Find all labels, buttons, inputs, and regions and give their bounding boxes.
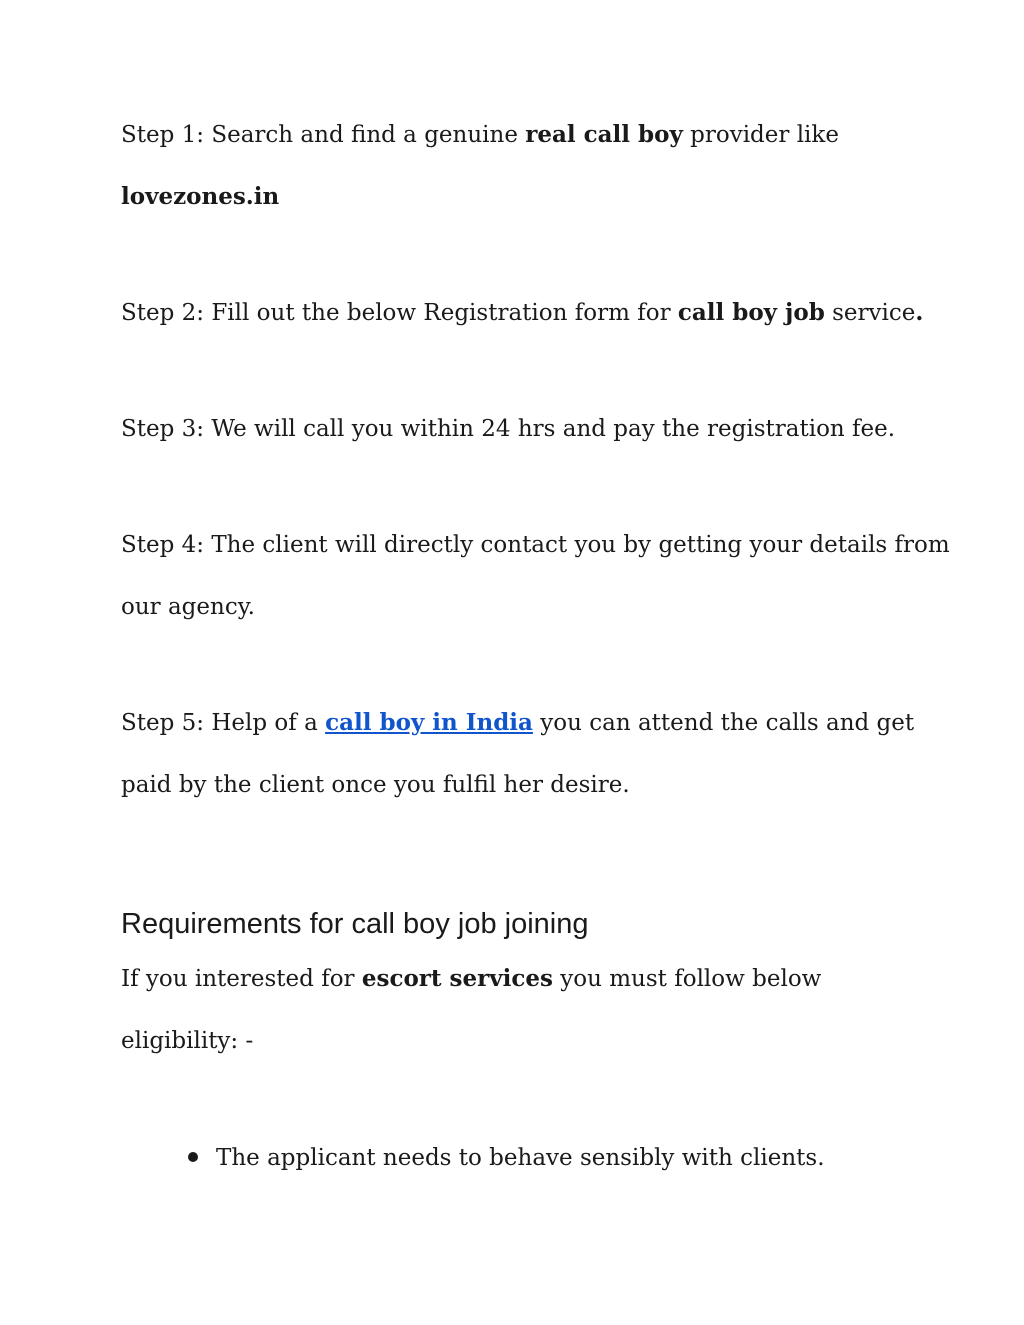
step-2-period: .: [915, 299, 924, 326]
step-3-text: Step 3: We will call you within 24 hrs and pay the registration fee.: [121, 416, 896, 442]
step-2-text: Step 2: Fill out the below Registration form for: [121, 300, 678, 326]
call-boy-in-india-link[interactable]: call boy in India: [325, 709, 533, 736]
step-5-text-1: Step 5: Help of a: [121, 710, 326, 736]
step-2-bold-text: call boy job: [677, 299, 825, 326]
step-4-line-2: [121, 592, 255, 622]
step-2-suffix: service: [824, 300, 916, 326]
step-5-text-2: paid by the client once you fulfil her desire.: [121, 772, 630, 798]
step-5-suffix: you can attend the calls and get: [532, 710, 915, 736]
step-1-site-name: lovezones.in: [121, 183, 280, 210]
step-3-line: [121, 414, 895, 444]
intro-suffix: you must follow below: [552, 966, 822, 992]
step-4-line-1: [121, 530, 950, 560]
step-5-line-2: [121, 770, 630, 800]
requirements-intro-line-2: [121, 1026, 253, 1056]
step-5-line-1: [121, 708, 914, 738]
list-item-text: The applicant needs to behave sensibly with clients.: [216, 1145, 825, 1171]
intro-bold-text: escort services: [361, 965, 553, 992]
intro-text: If you interested for: [121, 966, 362, 992]
requirements-intro-line-1: [121, 964, 821, 994]
step-1-bold-text: real call boy: [525, 121, 683, 148]
bullet-icon: [188, 1152, 198, 1162]
step-1-text: Step 1: Search and find a genuine: [121, 122, 526, 148]
step-1-line-1: [121, 120, 839, 150]
step-1-suffix: provider like: [682, 122, 839, 148]
requirements-heading: Requirements for call boy job joining: [121, 908, 589, 940]
step-2-line: [121, 298, 923, 328]
list-item: [188, 1143, 825, 1173]
step-4-text-1: Step 4: The client will directly contact you by getting your details from: [121, 532, 950, 558]
step-4-text-2: our agency.: [121, 594, 255, 620]
step-1-line-2: [121, 182, 279, 212]
intro-text-2: eligibility: -: [121, 1028, 254, 1054]
